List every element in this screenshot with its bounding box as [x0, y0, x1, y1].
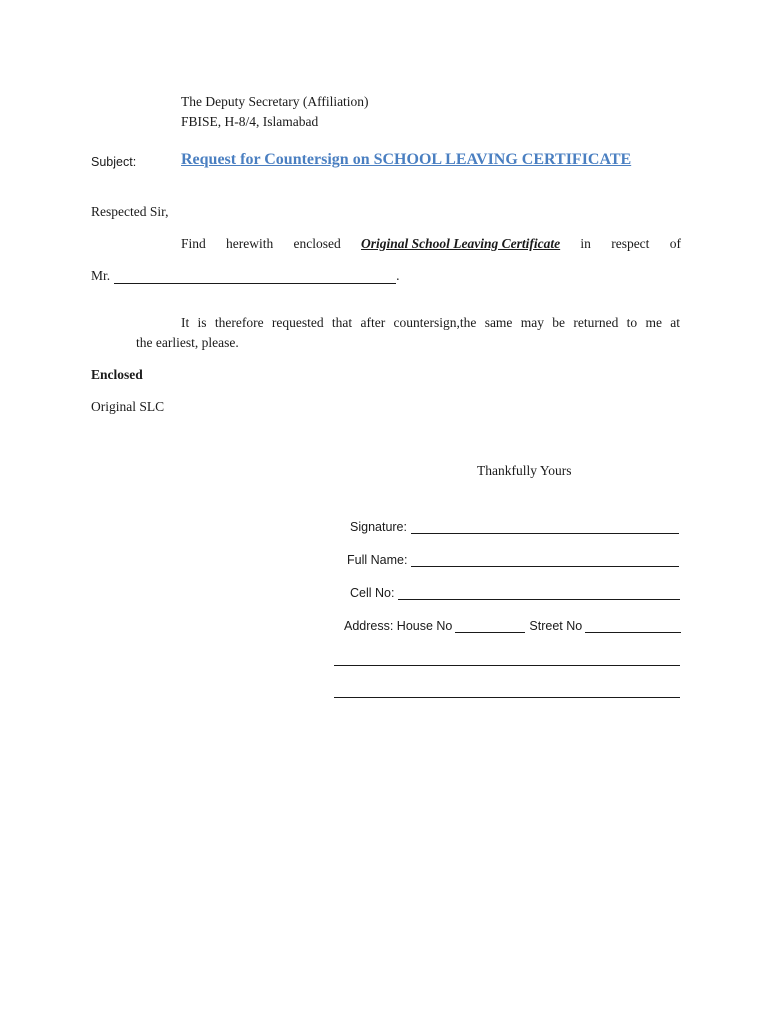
salutation: Respected Sir,: [91, 204, 169, 219]
subject-label: Subject:: [91, 155, 137, 169]
mr-label: Mr.: [91, 268, 111, 283]
address-field: [344, 619, 681, 633]
recipient-line-1: The Deputy Secretary (Affiliation): [181, 94, 369, 109]
word: Find: [181, 236, 206, 251]
word: of: [669, 236, 681, 251]
address-label: Address: House No: [344, 619, 453, 633]
recipient-line-2: FBISE, H-8/4, Islamabad: [181, 114, 319, 129]
signature-blank[interactable]: [411, 522, 679, 534]
signature-field: [350, 520, 679, 534]
word: respect: [611, 236, 650, 251]
enclosed-item: Original SLC: [91, 399, 165, 414]
cell-no-label: Cell No:: [350, 586, 395, 600]
mr-name-blank[interactable]: [114, 272, 396, 284]
cell-no-blank[interactable]: [398, 588, 680, 600]
word: herewith: [226, 236, 274, 251]
full-name-field: [347, 553, 679, 567]
enclosed-heading: Enclosed: [91, 367, 143, 382]
closing: Thankfully Yours: [477, 463, 572, 478]
paragraph-2-line-2: the earliest, please.: [136, 335, 239, 350]
certificate-emphasis: Original School Leaving Certificate: [361, 236, 561, 251]
paragraph-1-line-1: [181, 236, 681, 252]
mr-end: .: [396, 268, 400, 283]
word: enclosed: [293, 236, 341, 251]
word: in: [580, 236, 591, 251]
cell-no-field: [350, 586, 680, 600]
paragraph-2-line-1: It is therefore requested that after countersign,the same may be returned to me at: [181, 315, 680, 330]
signature-label: Signature:: [350, 520, 407, 534]
house-no-blank[interactable]: [455, 621, 525, 633]
address-line-2[interactable]: [334, 665, 680, 666]
street-no-blank[interactable]: [585, 621, 681, 633]
full-name-blank[interactable]: [411, 555, 679, 567]
subject-title: Request for Countersign on SCHOOL LEAVING CERTIFICATE: [181, 151, 632, 168]
address-line-3[interactable]: [334, 697, 680, 698]
mr-name-line: [91, 268, 400, 284]
full-name-label: Full Name:: [347, 553, 408, 567]
street-label: Street No: [529, 619, 583, 633]
